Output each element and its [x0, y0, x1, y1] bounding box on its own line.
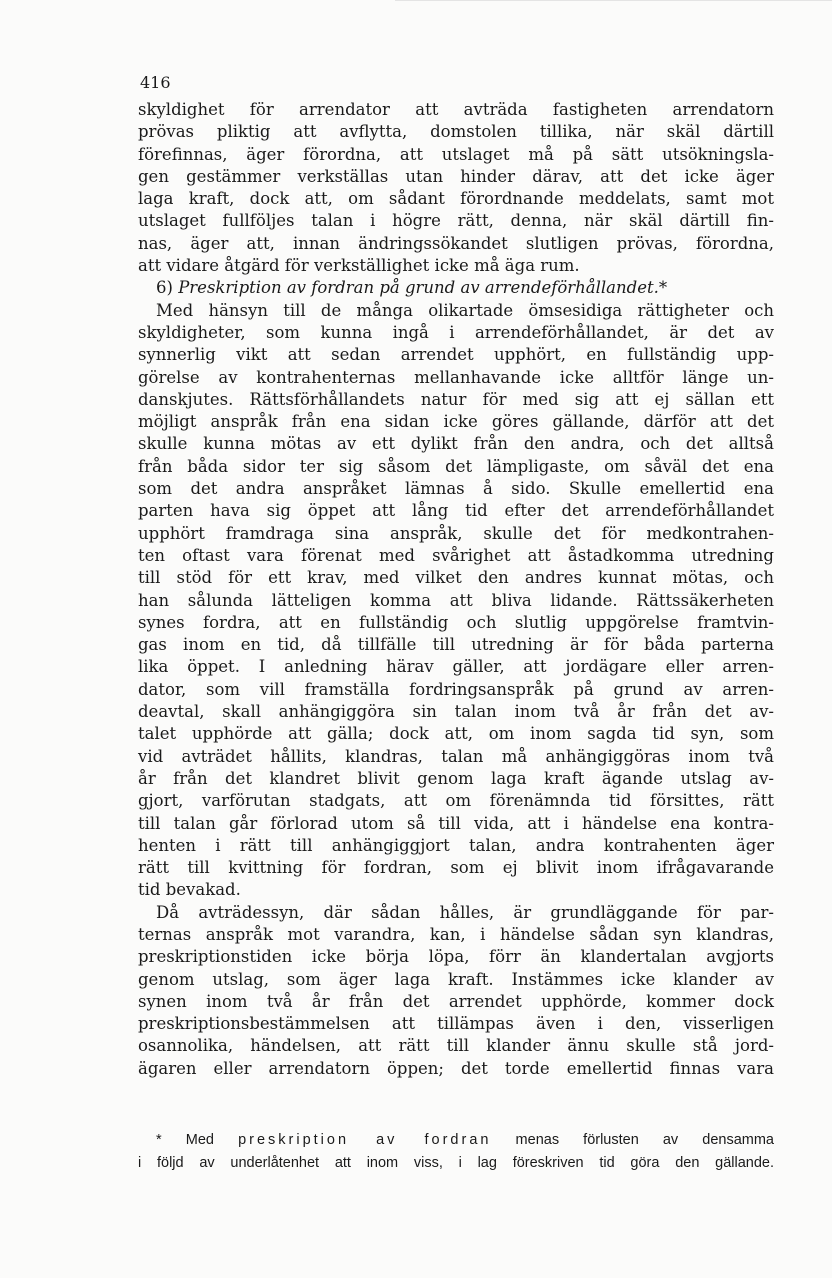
paragraph-line: synes fordra, att en fullständig och slutlig uppgörelse framtvin- [138, 612, 774, 632]
paragraph-line: ternas anspråk mot varandra, kan, i händelse sådan syn klandras, [138, 924, 774, 944]
footnote-line [138, 1129, 774, 1152]
body-line: förefinnas, äger förordna, att utslaget må på sätt utsökningsla- [138, 144, 774, 164]
footnote-lead: Med [185, 1132, 214, 1148]
paragraph-line: deavtal, skall anhängiggöra sin talan inom två år från det av- [138, 702, 774, 722]
body-line: laga kraft, dock att, om sådant förordnande meddelats, samt mot [138, 189, 774, 209]
paragraph-line: gjort, varförutan stadgats, att om förenämnda tid försittes, rätt [138, 791, 774, 811]
paragraph-line: synen inom två år från det arrendet upphörde, kommer dock [138, 991, 774, 1011]
body-line: utslaget fullföljes talan i högre rätt, denna, när skäl därtill fin- [138, 211, 774, 231]
paragraph-line: till talan går förlorad utom så till vida, att i händelse ena kontra- [138, 813, 774, 833]
paragraph-line: synnerlig vikt att sedan arrendet upphört, en fullständig upp- [138, 345, 774, 365]
paragraph-line: han sålunda lätteligen komma att bliva lidande. Rättssäkerheten [138, 590, 774, 610]
paragraph-line: lika öppet. I anledning härav gäller, att jordägare eller arren- [138, 657, 774, 677]
paragraph-line: talet upphörde att gälla; dock att, om inom sagda tid syn, som [138, 724, 774, 744]
paragraph-line: Då avträdessyn, där sådan hålles, är grundläggande för par- [156, 902, 774, 922]
page-number: 416 [140, 73, 171, 92]
paragraph-line: år från det klandret blivit genom laga kraft ägande utslag av- [138, 768, 774, 788]
paragraph-line: till stöd för ett krav, med vilket den andres kunnat mötas, och [138, 568, 774, 588]
paragraph-line: görelse av kontrahenternas mellanhavande icke alltför länge un- [138, 367, 774, 387]
paragraph-line: genom utslag, som äger laga kraft. Instämmes icke klander av [138, 969, 774, 989]
paragraph-line: henten i rätt till anhängiggjort talan, andra kontrahenten äger [138, 835, 774, 855]
paragraph-line: skulle kunna mötas av ett dylikt från den andra, och det alltså [138, 434, 774, 454]
body-line: skyldighet för arrendator att avträda fastigheten arrendatorn [138, 100, 774, 119]
footnote-line: i följd av underlåtenhet att inom viss, i lag föreskriven tid göra den gällande. [138, 1155, 774, 1171]
paragraph-line: danskjutes. Rättsförhållandets natur för med sig att ej sällan ett [138, 389, 774, 409]
paragraph-line: Med hänsyn till de många olikartade ömsesidiga rättigheter och [156, 300, 774, 320]
paragraph-line: som det andra anspråket lämnas å sido. Skulle emellertid ena [138, 479, 774, 499]
body-line: gen gestämmer verkställas utan hinder därav, att det icke äger [138, 166, 774, 186]
body-line: prövas pliktig att avflytta, domstolen tillika, när skäl därtill [138, 122, 774, 142]
section-title: Preskription av fordran på grund av arrendeförhållandet. [178, 278, 659, 298]
top-edge-rule [395, 0, 832, 1]
footnote-rest: menas förlusten av densamma [515, 1132, 774, 1148]
paragraph-line: upphört framdraga sina anspråk, skulle det för medkontrahen- [138, 523, 774, 543]
paragraph-line: vid avträdet hållits, klandras, talan må anhängiggöras inom två [138, 746, 774, 766]
paragraph-line: tid bevakad. [138, 880, 241, 900]
footnote-marker: * [658, 278, 668, 298]
footnote-mark: * [156, 1132, 162, 1148]
paragraph-line: ten oftast vara förenat med svårighet att åstadkomma utredning [138, 545, 774, 565]
paragraph-line: ägaren eller arrendatorn öppen; det torde emellertid finnas vara [138, 1058, 774, 1078]
body-text [138, 99, 774, 1080]
section-heading [138, 277, 774, 299]
paragraph-line: osannolika, händelsen, att rätt till klander ännu skulle stå jord- [138, 1036, 774, 1056]
footnote [138, 1129, 774, 1175]
footnote-term: preskription av fordran [238, 1132, 492, 1148]
paragraph-line: preskriptionsbestämmelsen att tillämpas även i den, visserligen [138, 1014, 774, 1034]
paragraph-line: möjligt anspråk från ena sidan icke göres gällande, därför att det [138, 412, 774, 432]
paragraph-line: parten hava sig öppet att lång tid efter det arrendeförhållandet [138, 501, 774, 521]
section-number: 6) [156, 278, 173, 298]
paragraph-line: från båda sidor ter sig såsom det lämpligaste, om såväl det ena [138, 456, 774, 476]
body-line: nas, äger att, innan ändringssökandet slutligen prövas, förordna, [138, 233, 774, 253]
paragraph-line: skyldigheter, som kunna ingå i arrendeförhållandet, är det av [138, 322, 774, 342]
body-line: att vidare åtgärd för verkställighet icke må äga rum. [138, 256, 580, 276]
paragraph-line: preskriptionstiden icke börja löpa, förr än klandertalan avgjorts [138, 947, 774, 967]
paragraph-line: dator, som vill framställa fordringsanspråk på grund av arren- [138, 679, 774, 699]
paragraph-line: gas inom en tid, då tillfälle till utredning är för båda parterna [138, 635, 774, 655]
paragraph-line: rätt till kvittning för fordran, som ej blivit inom ifrågavarande [138, 858, 774, 878]
